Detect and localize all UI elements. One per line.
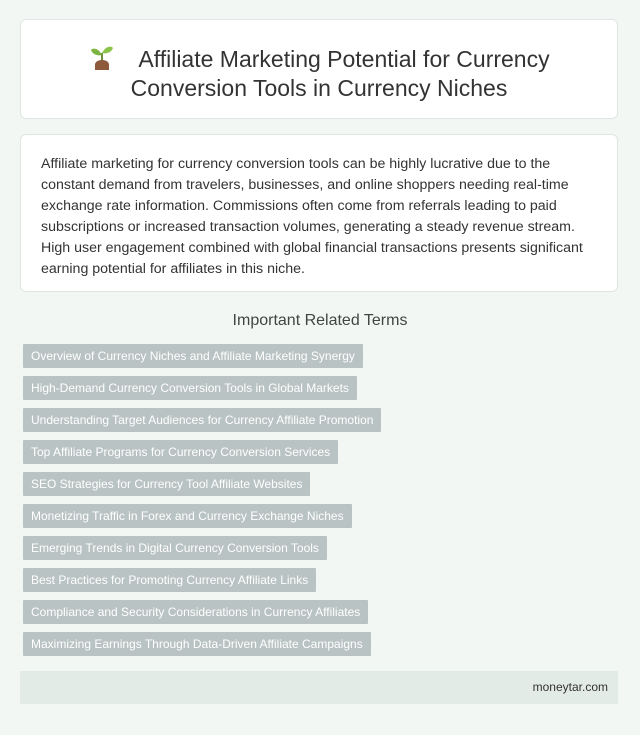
page-title-line-1 — [21, 43, 617, 74]
page-title — [21, 43, 617, 103]
related-term-tag[interactable]: Compliance and Security Considerations in Currency Affiliates — [23, 600, 368, 624]
footer-site-link[interactable]: moneytar.com — [532, 680, 608, 694]
title-text-1: Affiliate Marketing Potential for Currency — [138, 46, 550, 72]
intro-paragraph: Affiliate marketing for currency conversion tools can be highly lucrative due to the constant demand from travelers, businesses, and online shoppers needing real-time exchange rate information. Commissions often come from referrals leading to paid subscriptions or increased transaction volumes, generating a steady revenue stream. High user engagement combined with global financial transactions presents significant earning potential for affiliates in this niche. — [41, 156, 583, 277]
sprout-icon — [88, 43, 116, 71]
related-term-tag[interactable]: Emerging Trends in Digital Currency Conversion Tools — [23, 536, 327, 560]
related-term-tag[interactable]: Overview of Currency Niches and Affiliate Marketing Synergy — [23, 344, 363, 368]
title-card — [20, 19, 618, 119]
title-text-2: Conversion Tools in Currency Niches — [130, 75, 508, 101]
related-term-tag[interactable]: Maximizing Earnings Through Data-Driven Affiliate Campaigns — [23, 632, 371, 656]
related-term-tag[interactable]: SEO Strategies for Currency Tool Affiliate Websites — [23, 472, 310, 496]
related-terms-list — [23, 344, 381, 664]
related-term-tag[interactable]: High-Demand Currency Conversion Tools in Global Markets — [23, 376, 357, 400]
related-term-tag[interactable]: Understanding Target Audiences for Currency Affiliate Promotion — [23, 408, 381, 432]
footer-bar — [20, 671, 618, 704]
related-term-tag[interactable]: Best Practices for Promoting Currency Affiliate Links — [23, 568, 316, 592]
intro-card — [20, 134, 618, 292]
related-terms-heading: Important Related Terms — [232, 312, 408, 329]
related-term-tag[interactable]: Monetizing Traffic in Forex and Currency Exchange Niches — [23, 504, 352, 528]
related-term-tag[interactable]: Top Affiliate Programs for Currency Conversion Services — [23, 440, 338, 464]
